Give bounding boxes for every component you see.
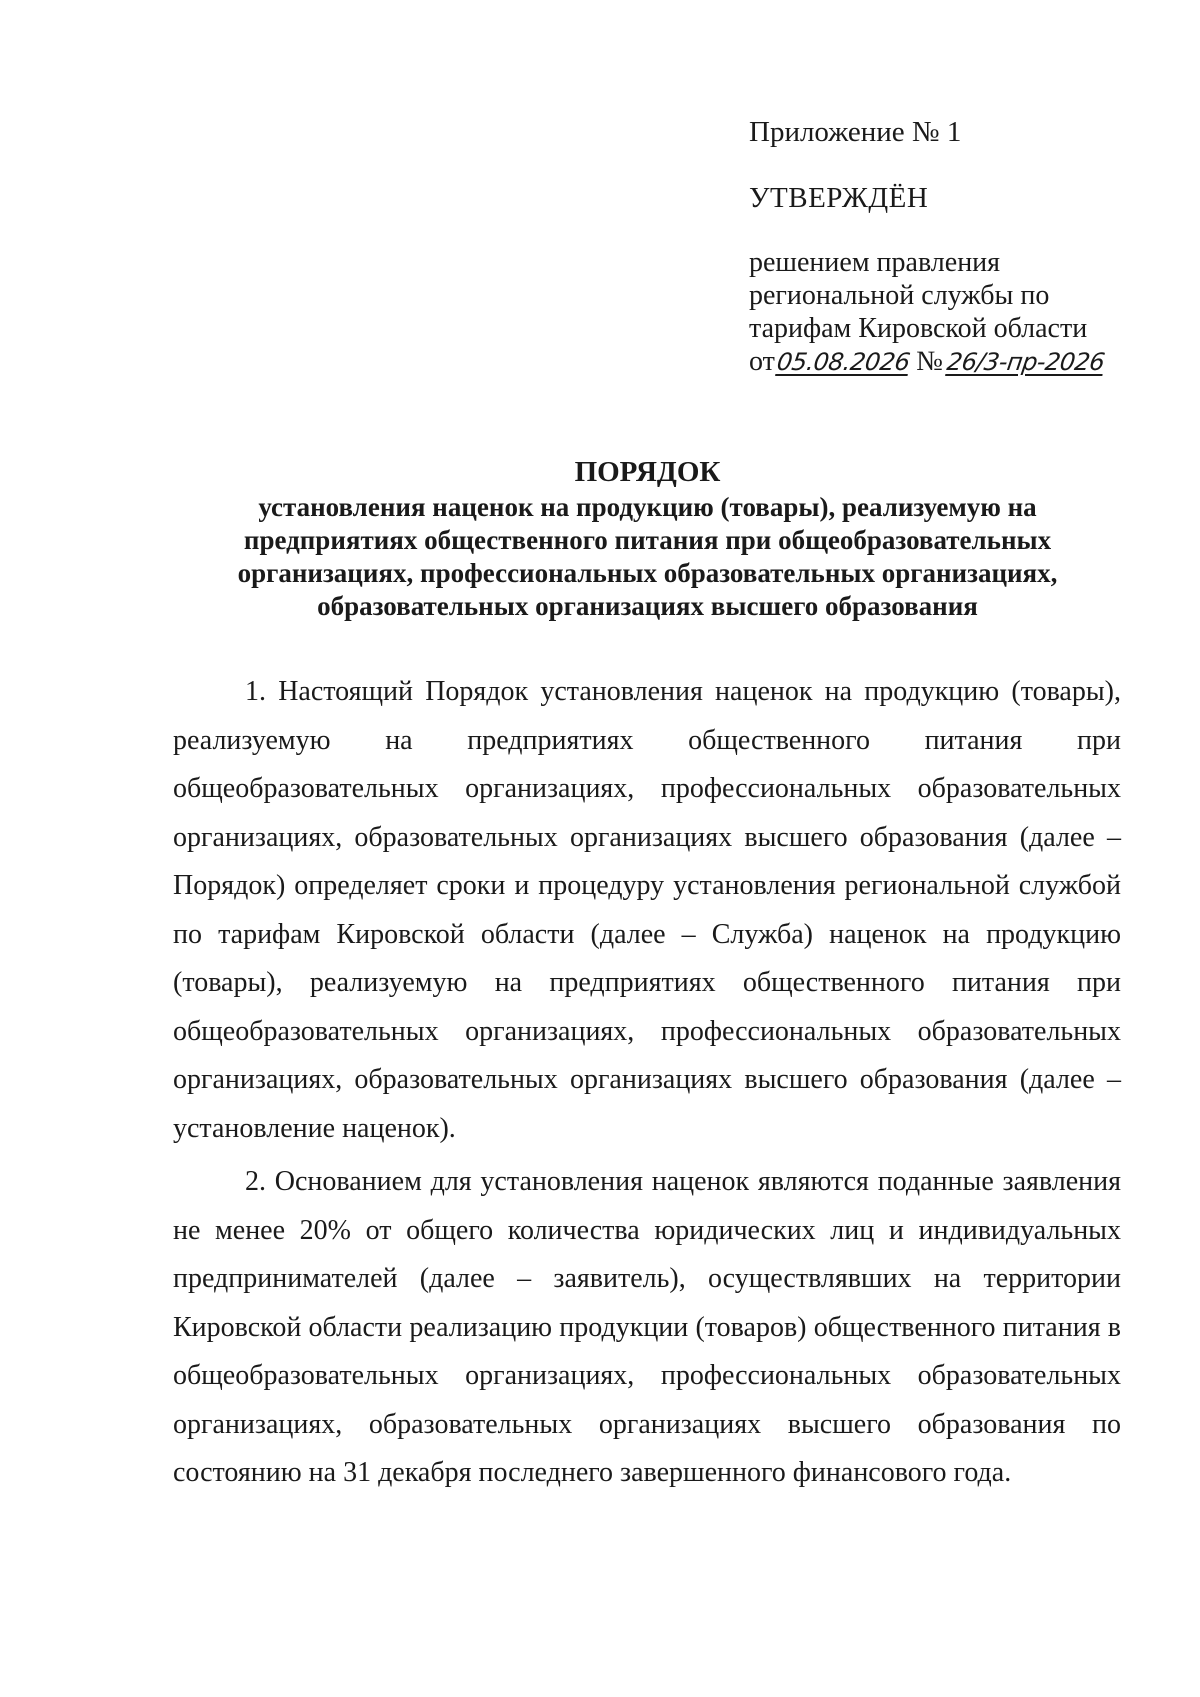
decision-line: тарифам Кировской области [749, 313, 1088, 344]
paragraph-1-container [173, 668, 1121, 1153]
number-label: № [916, 346, 944, 377]
title-main: ПОРЯДОК [574, 456, 721, 488]
handwritten-number: 26/3-пр-2026 [945, 348, 1107, 376]
handwritten-date: 05.08.2026 [774, 348, 912, 376]
title-subtitle-line: образовательных организациях высшего образования [317, 591, 978, 621]
title-subtitle-line: установления наценок на продукцию (товары), реализуемую на [258, 492, 1037, 522]
annex-label: Приложение № 1 [749, 116, 962, 148]
title-subtitle-line: организациях, профессиональных образовательных организациях, [237, 558, 1058, 588]
document-title [160, 456, 1135, 623]
from-label: от [749, 346, 775, 377]
approved-stamp-label: УТВЕРЖДЁН [749, 182, 929, 214]
paragraph-2: 2. Основанием для установления наценок являются поданные заявления не менее 20% от общего количества юридических лиц и индивидуальных предпринимателей (далее – заявитель), осуществлявших на территории Кировской области реализацию продукции (товаров) общественного питания в общеобразовательных организациях, профессиональных образовательных организациях, образовательных организациях высшего образования по состоянию на 31 декабря последнего завершенного финансового года. [173, 1166, 1121, 1488]
paragraph-2-container [173, 1158, 1121, 1498]
decision-line: решением правления [749, 247, 1001, 278]
decision-line: региональной службы по [749, 280, 1050, 311]
title-subtitle-line: предприятиях общественного питания при общеобразовательных [243, 525, 1052, 555]
paragraph-1: 1. Настоящий Порядок установления наценок на продукцию (товары), реализуемую на предприятиях общественного питания при общеобразовательных организациях, профессиональных образовательных организациях, образовательных организациях высшего образования (далее – Порядок) определяет сроки и процедуру установления региональной службой по тарифам Кировской области (далее – Служба) наценок на продукцию (товары), реализуемую на предприятиях общественного питания при общеобразовательных организациях, профессиональных образовательных организациях, образовательных организациях высшего образования (далее – установление наценок). [173, 676, 1121, 1144]
decision-block [749, 246, 1107, 379]
decision-reference [749, 345, 1107, 379]
